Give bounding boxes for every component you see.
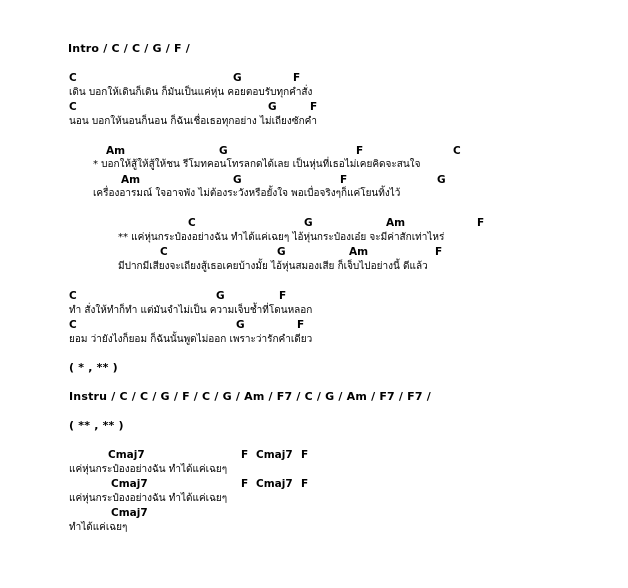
intro-heading: Intro / C / C / G / F / bbox=[68, 42, 191, 55]
chord: G bbox=[277, 246, 286, 258]
lyric-line: แค่หุ่นกระป๋องอย่างฉัน ทำได้แค่เฉยๆ bbox=[69, 493, 228, 504]
chord: Am bbox=[121, 174, 141, 186]
chord: Cmaj7 bbox=[111, 507, 148, 519]
chord: G bbox=[233, 174, 242, 186]
chord: F bbox=[435, 246, 443, 258]
chord: F bbox=[310, 101, 318, 113]
chord: Cmaj7 bbox=[111, 478, 148, 490]
chord: F bbox=[241, 478, 249, 490]
chord: C bbox=[188, 217, 196, 229]
instrumental-heading: Instru / C / C / G / F / C / G / Am / F7 / C / G / Am / F7 / F7 / bbox=[69, 390, 431, 403]
chord: G bbox=[216, 290, 225, 302]
chord: F bbox=[340, 174, 348, 186]
lyric-line: ทำ สั่งให้ทำก็ทำ แต่มันจำไม่เป็น ความเจ็บช้ำที่โดนหลอก bbox=[69, 305, 313, 316]
lyric-line: แค่หุ่นกระป๋องอย่างฉัน ทำได้แค่เฉยๆ bbox=[69, 464, 228, 475]
chord: G bbox=[233, 72, 242, 84]
chord: F bbox=[301, 449, 309, 461]
chord: F bbox=[356, 145, 364, 157]
repeat-marker: ( ** , ** ) bbox=[69, 419, 124, 432]
lyric-line: เครื่องอารมณ์ ใจอาจพัง ไม่ต้องระวังหรือยั้งใจ พอเบื่อจริงๆก็แค่โยนทิ้งไว้ bbox=[93, 188, 401, 199]
chord: C bbox=[69, 319, 77, 331]
chord: C bbox=[160, 246, 168, 258]
chord: F bbox=[293, 72, 301, 84]
chord: Am bbox=[106, 145, 126, 157]
repeat-marker: ( * , ** ) bbox=[69, 361, 118, 374]
chord: G bbox=[437, 174, 446, 186]
chord: Cmaj7 bbox=[108, 449, 145, 461]
chord: Am bbox=[386, 217, 406, 229]
chord: G bbox=[268, 101, 277, 113]
lyric-line: * บอกให้สู้ให้สู้ให้ชน รีโมทคอนโทรลกดได้เลย เป็นหุ่นที่เธอไม่เคยคิดจะสนใจ bbox=[93, 159, 421, 170]
chord: C bbox=[69, 72, 77, 84]
lyric-line: ** แค่หุ่นกระป๋องอย่างฉัน ทำได้แค่เฉยๆ ไอ้หุ่นกระป๋องเอ๋ย จะมีค่าสักเท่าไหร่ bbox=[118, 232, 445, 243]
chord: Cmaj7 bbox=[256, 478, 293, 490]
chord: Cmaj7 bbox=[256, 449, 293, 461]
chord: F bbox=[297, 319, 305, 331]
chord: C bbox=[453, 145, 461, 157]
chord: C bbox=[69, 290, 77, 302]
lyric-line: มีปากมีเสียงจะเถียงสู้เธอเคยบ้างมั้ย ไอ้หุ่นสมองเสีย ก็เจ็บไปอย่างนี้ ดีแล้ว bbox=[118, 261, 428, 272]
chord: C bbox=[69, 101, 77, 113]
chord: G bbox=[219, 145, 228, 157]
lyric-line: เดิน บอกให้เดินก็เดิน ก็มันเป็นแค่หุ่น คอยตอบรับทุกคำสั่ง bbox=[69, 87, 313, 98]
chord: Am bbox=[349, 246, 369, 258]
chord: F bbox=[241, 449, 249, 461]
chord: F bbox=[301, 478, 309, 490]
chord: F bbox=[477, 217, 485, 229]
lyric-line: ยอม ว่ายังไงก็ยอม ก็ฉันนั้นพูดไม่ออก เพราะว่ารักคำเดียว bbox=[69, 334, 313, 345]
lyric-line: ทำได้แค่เฉยๆ bbox=[69, 522, 128, 533]
chord: G bbox=[304, 217, 313, 229]
chord: F bbox=[279, 290, 287, 302]
lyric-line: นอน บอกให้นอนก็นอน ก็ฉันเชื่อเธอทุกอย่าง ไม่เถียงซักคำ bbox=[69, 116, 317, 127]
chord: G bbox=[236, 319, 245, 331]
